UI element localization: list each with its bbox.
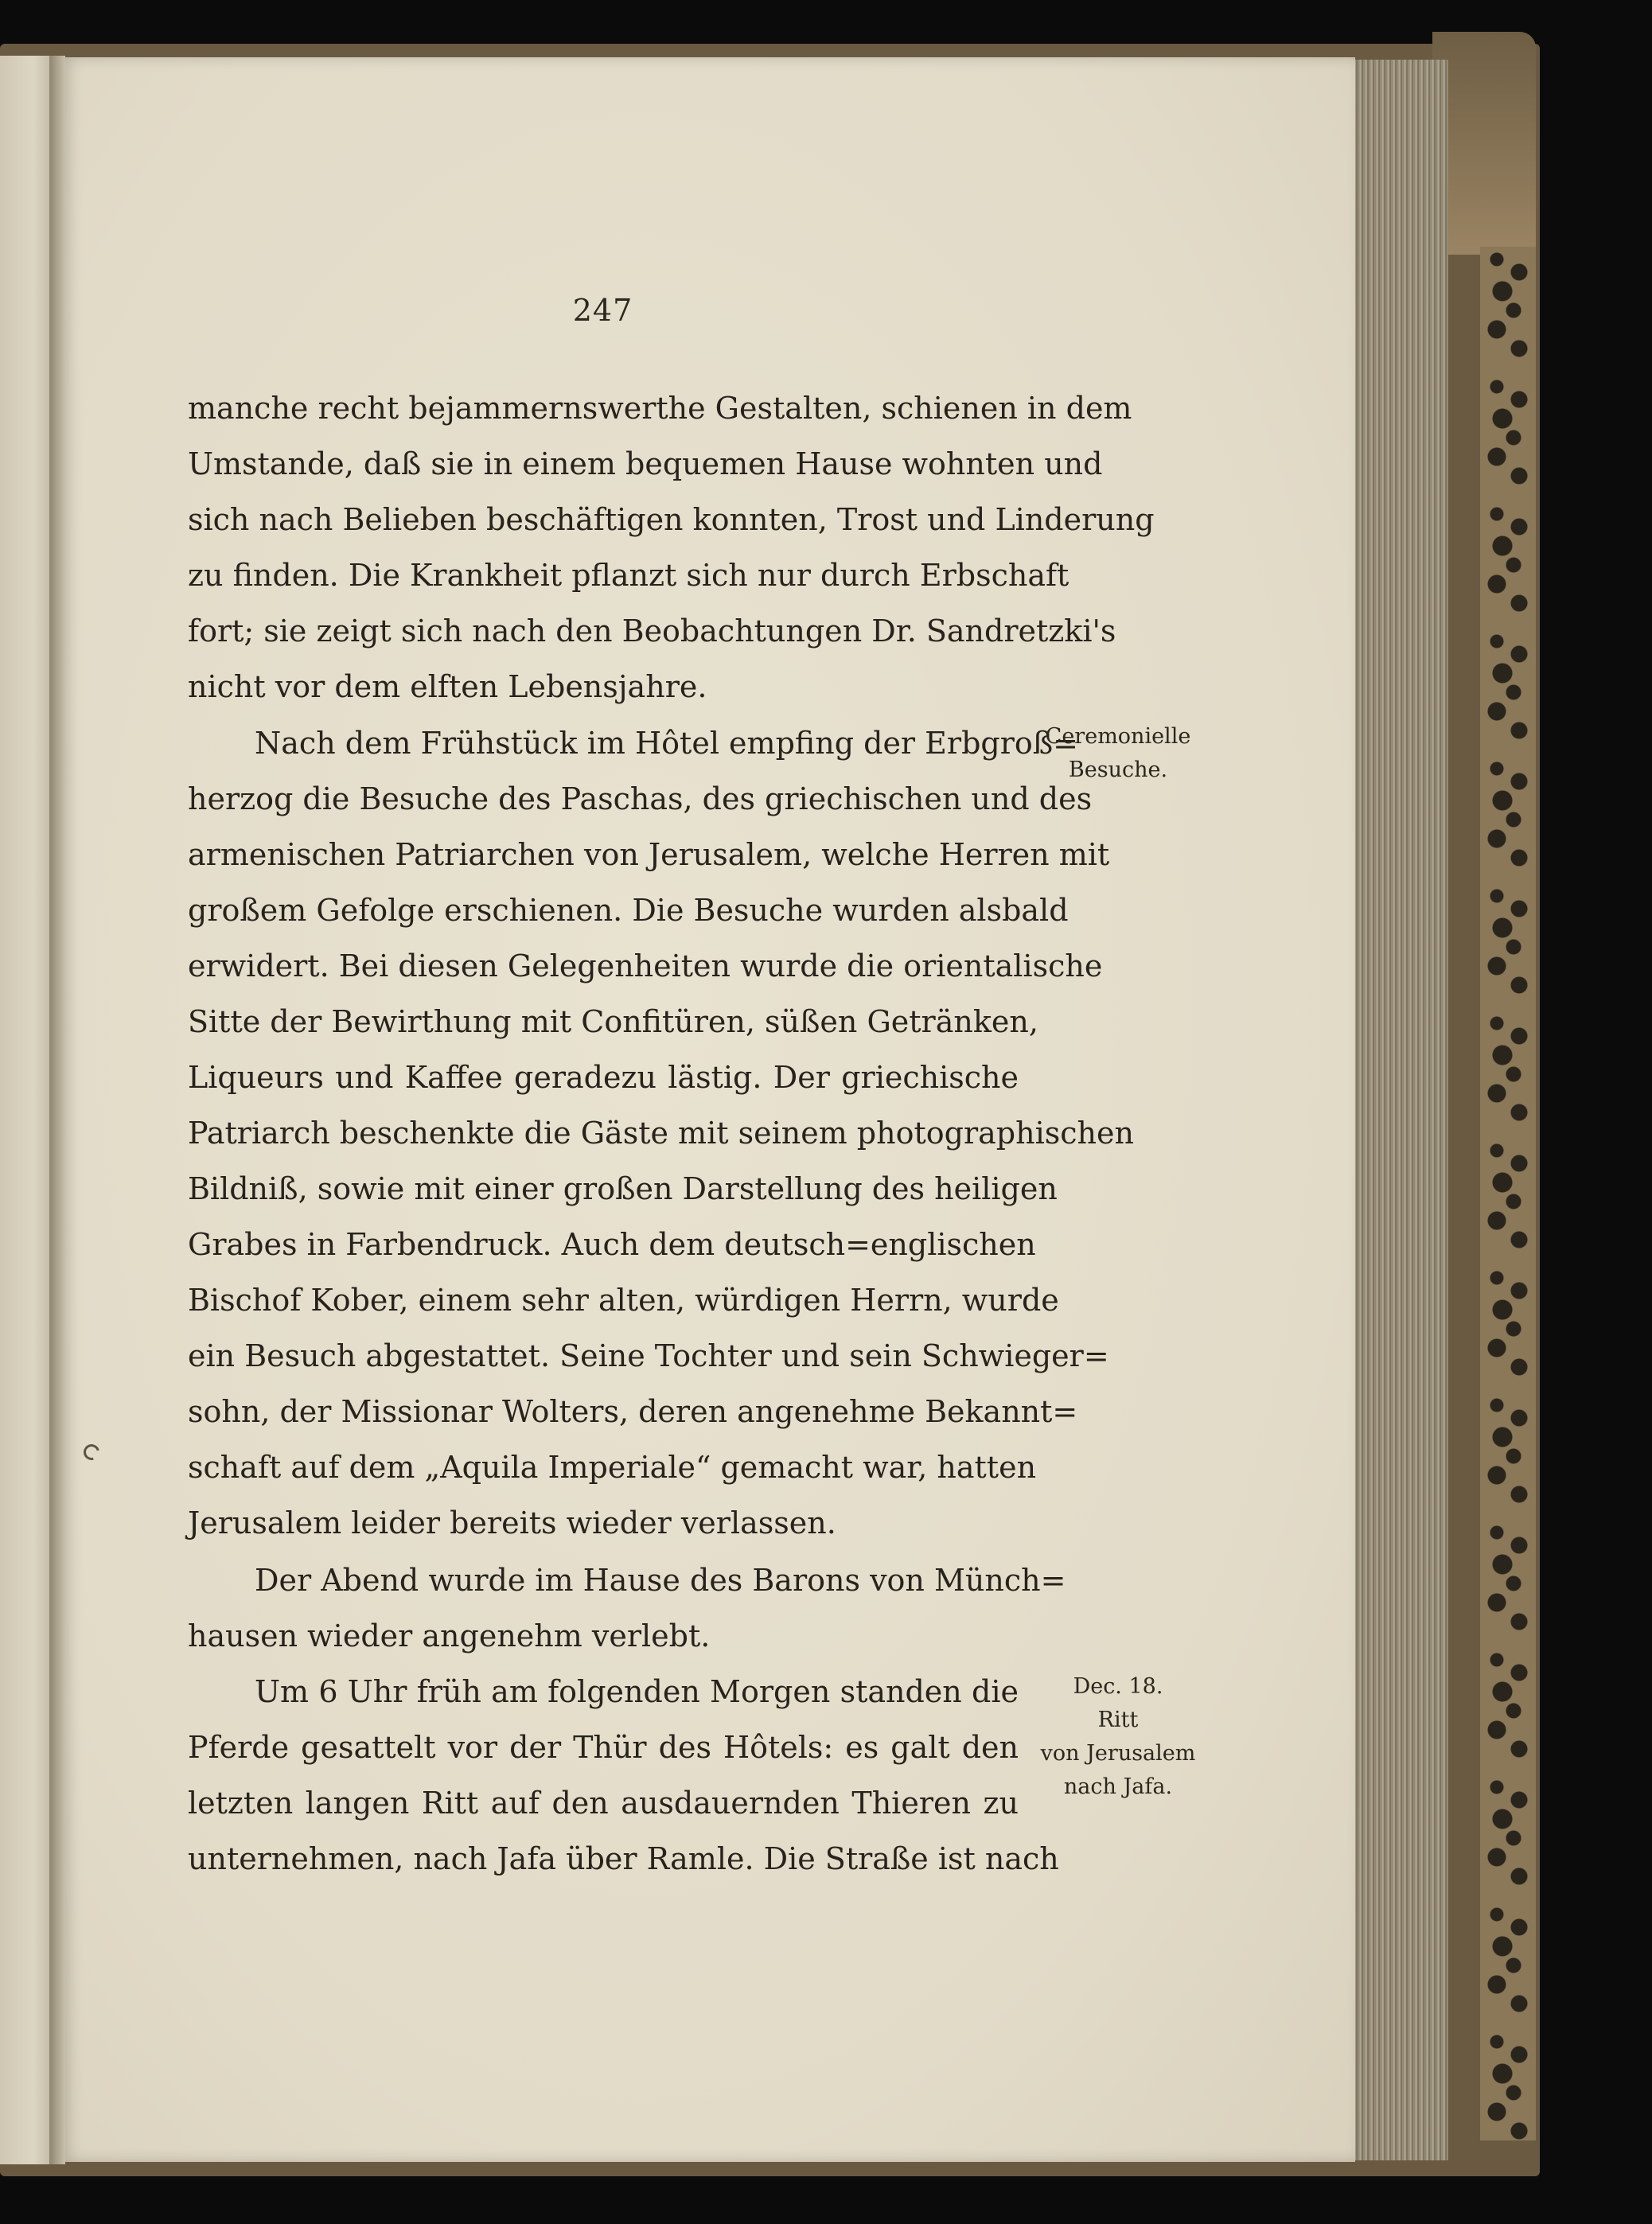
paragraph-1 [188,380,1155,715]
text-line: Jerusalem leider bereits wieder verlassen. [188,1505,836,1540]
book-gutter [49,56,65,2164]
text-line: sohn, der Missionar Wolters, deren angenehme Bekannt= [188,1394,1078,1429]
text-line: fort; sie zeigt sich nach den Beobachtungen Dr. Sandretzki's [188,613,1116,649]
text-line: Patriarch beschenkte die Gäste mit seinem photographischen [188,1116,1134,1151]
margin-note-ride-to-jafa [1027,1670,1210,1804]
paragraph-3 [188,1552,1066,1664]
margin-note-line: von Jerusalem [1040,1741,1196,1766]
text-line: erwidert. Bei diesen Gelegenheiten wurde die orientalische [188,948,1103,983]
paragraph-4 [188,1664,1059,1887]
text-line: Grabes in Farbendruck. Auch dem deutsch=englischen [188,1227,1036,1262]
text-line: manche recht bejammernswerthe Gestalten, schienen in dem [188,391,1132,426]
text-line: Bildniß, sowie mit einer großen Darstellung des heiligen [188,1171,1058,1206]
text-line: Nach dem Frühstück im Hôtel empfing der Erbgroß= [255,726,1078,761]
text-line: herzog die Besuche des Paschas, des griechischen und des [188,781,1093,816]
margin-note-line: nach Jafa. [1063,1774,1173,1799]
margin-note-ceremonial-visits [1034,720,1202,787]
page-block-edges [1353,60,1448,2160]
text-line: zu finden. Die Krankheit pflanzt sich nur durch Erbschaft [188,558,1070,593]
marbled-page-edge [1480,247,1536,2140]
text-line: schaft auf dem „Aquila Imperiale“ gemacht war, hatten [188,1450,1037,1485]
text-line: Der Abend wurde im Hause des Barons von Münch= [255,1563,1066,1598]
text-line: hausen wieder angenehm verlebt. [188,1618,711,1653]
text-line: Um 6 Uhr früh am folgenden Morgen standen die [255,1674,1019,1709]
text-line: sich nach Belieben beschäftigen konnten, Trost und Linderung [188,502,1155,537]
margin-note-line: Dec. 18. [1073,1674,1163,1699]
text-line: letzten langen Ritt auf den ausdauernden Thieren zu [188,1786,1019,1821]
text-line: Pferde gesattelt vor der Thür des Hôtels: es galt den [188,1730,1019,1765]
text-line: Bischof Kober, einem sehr alten, würdigen Herrn, wurde [188,1283,1059,1318]
text-line: Liqueurs und Kaffee geradezu lästig. Der griechische [188,1060,1019,1095]
left-page-edge [0,56,56,2164]
text-line: unternehmen, nach Jafa über Ramle. Die Straße ist nach [188,1841,1059,1876]
margin-note-line: Besuche. [1068,758,1168,782]
margin-note-line: Ceremonielle [1045,724,1191,749]
text-line: armenischen Patriarchen von Jerusalem, welche Herren mit [188,837,1110,872]
margin-note-line: Ritt [1097,1708,1139,1732]
text-line: nicht vor dem elften Lebensjahre. [188,669,707,704]
text-line: Sitte der Bewirthung mit Confitüren, süßen Getränken, [188,1004,1038,1039]
page-number: 247 [572,293,633,328]
text-line: großem Gefolge erschienen. Die Besuche wurden alsbald [188,893,1069,928]
text-line: Umstande, daß sie in einem bequemen Hause wohnten und [188,446,1103,481]
text-line: ein Besuch abgestattet. Seine Tochter und sein Schwieger= [188,1338,1109,1373]
